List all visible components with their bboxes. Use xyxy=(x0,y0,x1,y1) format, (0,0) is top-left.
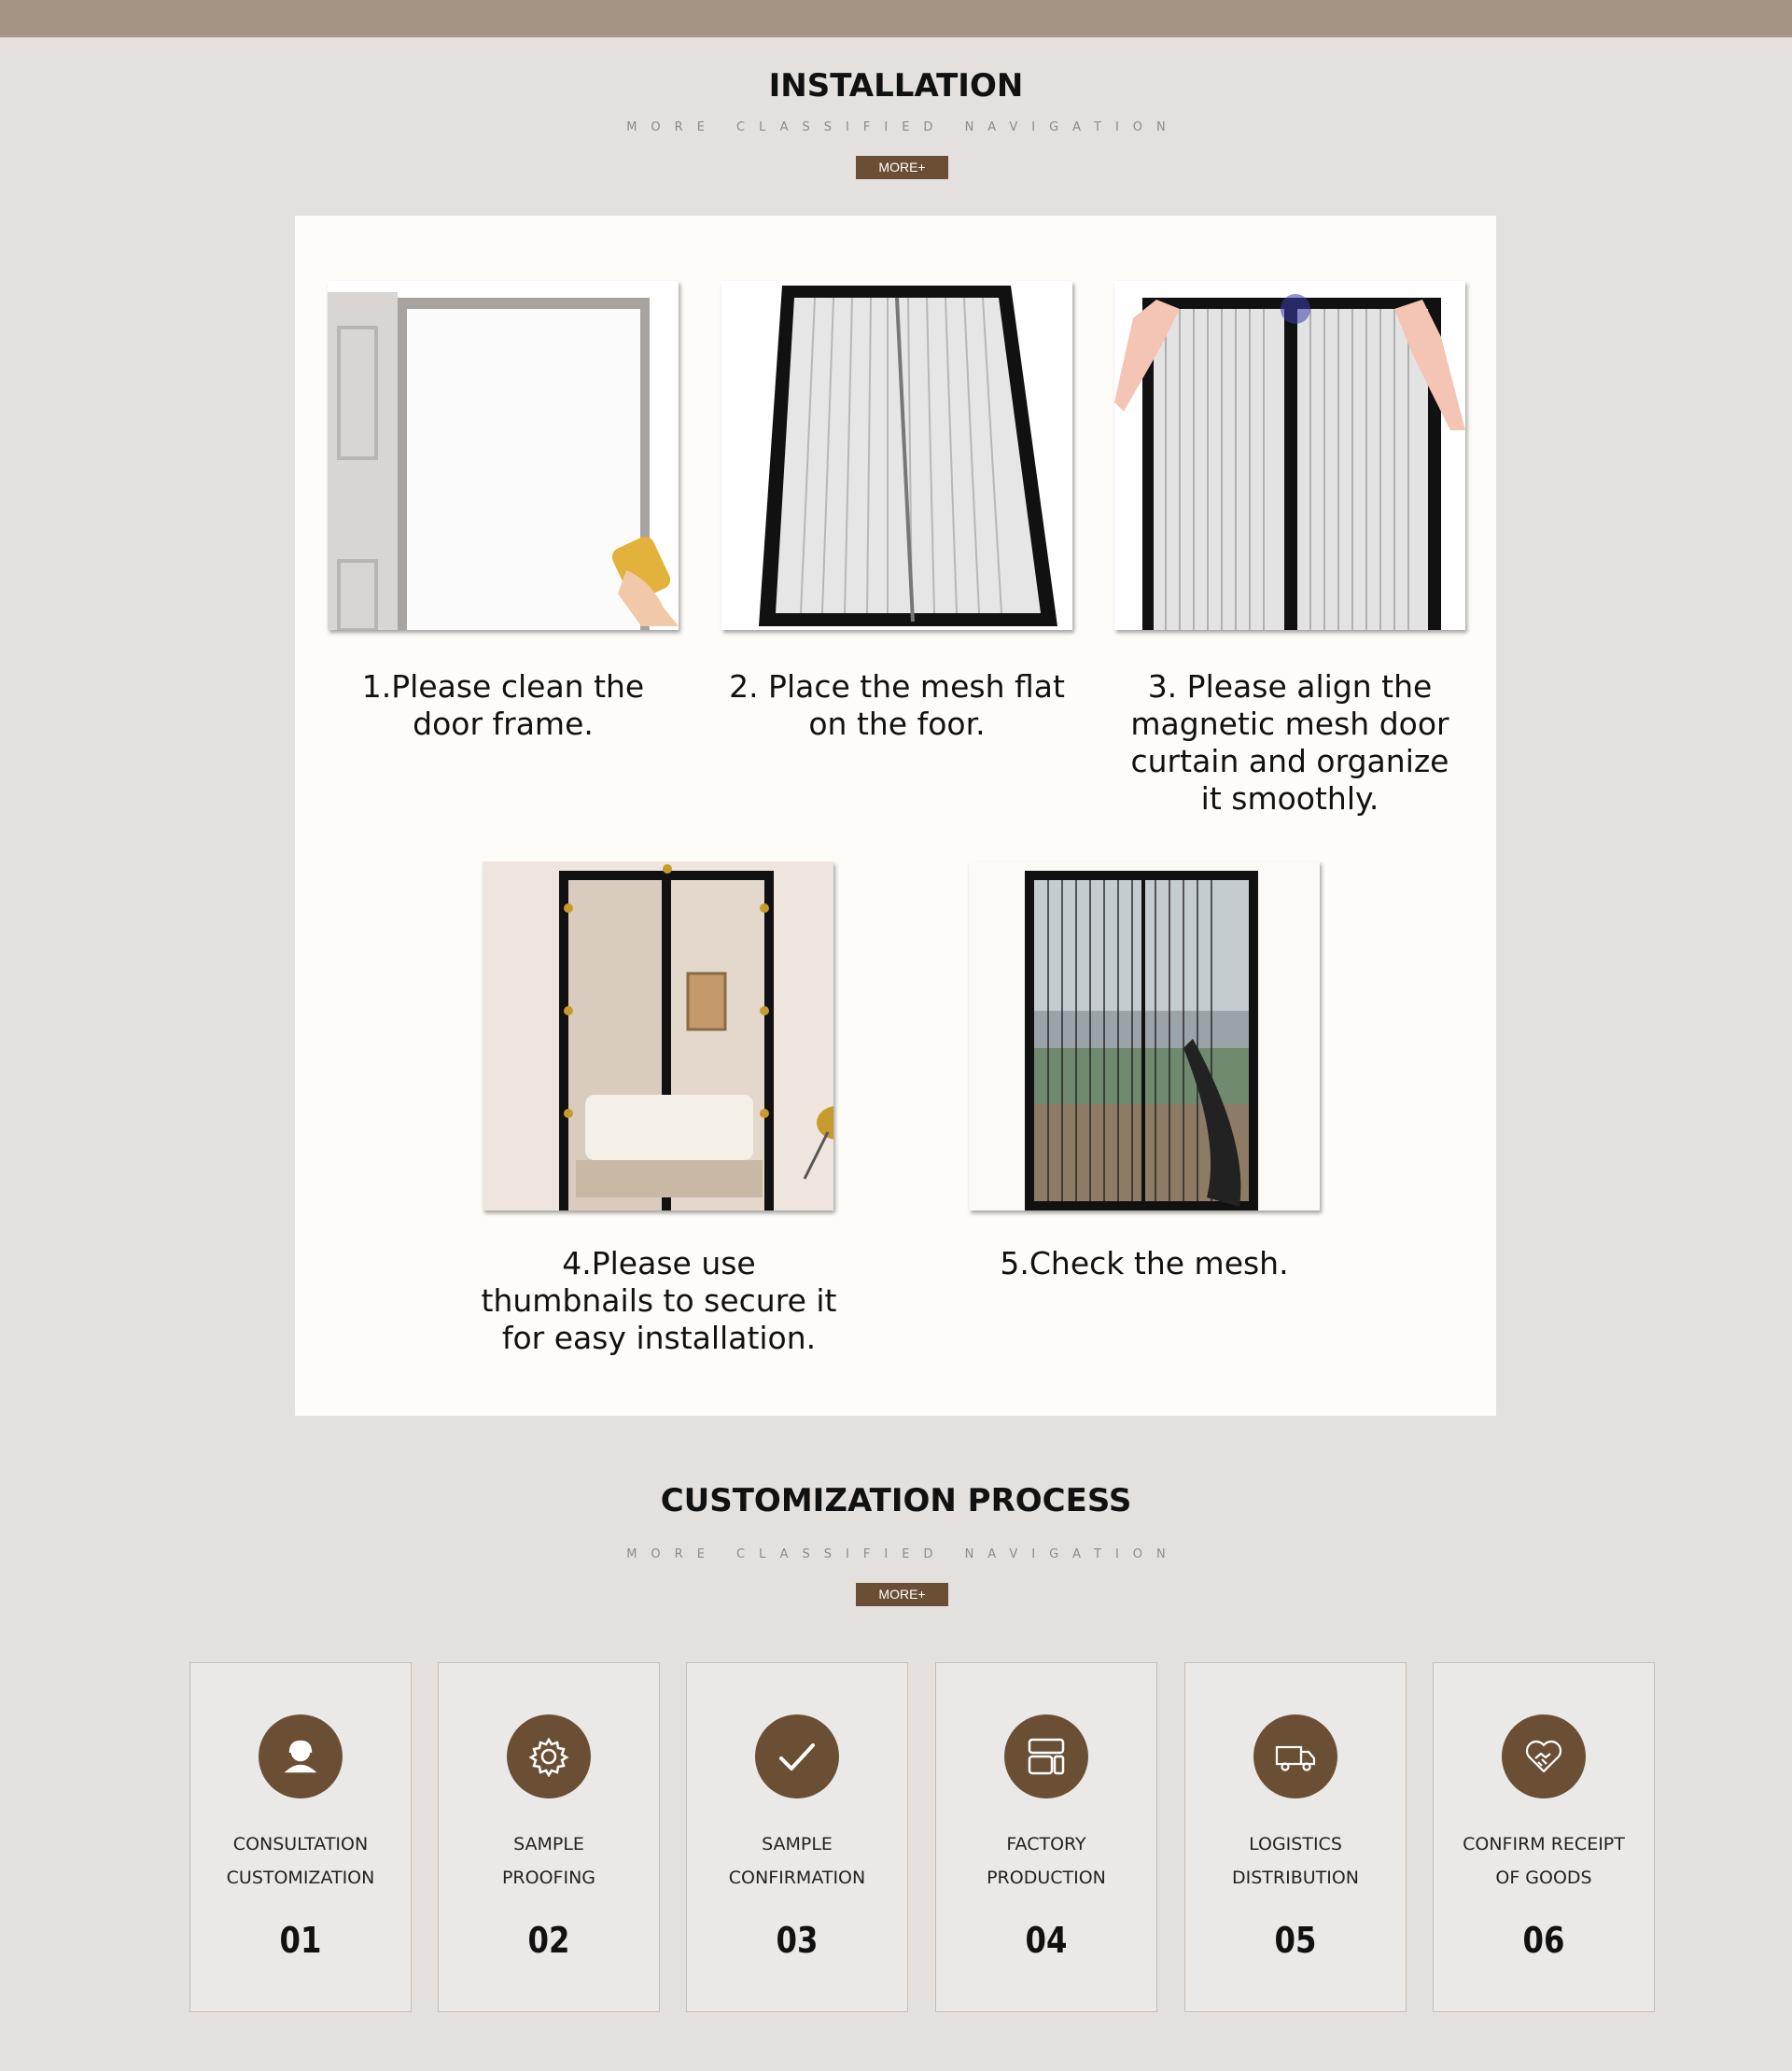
process-card-06[interactable] xyxy=(1433,1662,1655,2012)
step-1-image xyxy=(328,281,679,630)
truck-icon xyxy=(1253,1714,1337,1798)
process-number: 06 xyxy=(1522,1920,1565,1961)
process-label: SAMPLE CONFIRMATION xyxy=(728,1834,866,1888)
step-2-caption: 2. Place the mesh flat on the foor. xyxy=(729,668,1065,742)
installation-card xyxy=(295,216,1496,1416)
step-4-image xyxy=(483,861,833,1210)
process-card-04[interactable] xyxy=(935,1662,1157,2012)
step-3-image xyxy=(1114,281,1465,630)
step-3-caption: 3. Please align the magnetic mesh door curtain and organize it smoothly. xyxy=(1130,668,1449,817)
process-card-05[interactable] xyxy=(1184,1662,1407,2012)
process-label: CONSULTATION CUSTOMIZATION xyxy=(226,1834,375,1888)
process-more-button[interactable]: MORE+ xyxy=(856,1583,948,1606)
process-label: CONFIRM RECEIPT OF GOODS xyxy=(1463,1834,1625,1888)
process-card-02[interactable] xyxy=(438,1662,660,2012)
step-5-image xyxy=(969,861,1320,1210)
process-number: 01 xyxy=(279,1920,322,1961)
process-number: 05 xyxy=(1274,1920,1317,1961)
process-number: 03 xyxy=(776,1920,819,1961)
top-bar xyxy=(0,0,1792,37)
process-label: FACTORY PRODUCTION xyxy=(987,1834,1106,1888)
step-2-image xyxy=(721,281,1072,630)
step-1-caption: 1.Please clean the door frame. xyxy=(361,668,645,742)
process-card-03[interactable] xyxy=(686,1662,908,2012)
gear-icon xyxy=(507,1714,591,1798)
process-card-01[interactable] xyxy=(189,1662,412,2012)
factory-panels-icon xyxy=(1004,1714,1088,1798)
checkmark-icon xyxy=(755,1714,839,1798)
step-4-caption: 4.Please use thumbnails to secure it for easy installation. xyxy=(481,1245,837,1356)
installation-more-button[interactable]: MORE+ xyxy=(856,156,948,179)
installation-subtitle: MORE CLASSIFIED NAVIGATION xyxy=(626,120,1180,134)
process-number: 02 xyxy=(527,1920,570,1961)
installation-title: INSTALLATION xyxy=(768,67,1024,105)
process-subtitle: MORE CLASSIFIED NAVIGATION xyxy=(626,1547,1180,1561)
process-title: CUSTOMIZATION PROCESS xyxy=(660,1482,1132,1519)
consultant-icon xyxy=(259,1714,343,1798)
process-label: LOGISTICS DISTRIBUTION xyxy=(1231,1834,1360,1888)
process-label: SAMPLE PROOFING xyxy=(501,1834,596,1888)
handshake-heart-icon xyxy=(1502,1714,1586,1798)
process-number: 04 xyxy=(1025,1920,1068,1961)
step-5-caption: 5.Check the mesh. xyxy=(1000,1245,1289,1281)
